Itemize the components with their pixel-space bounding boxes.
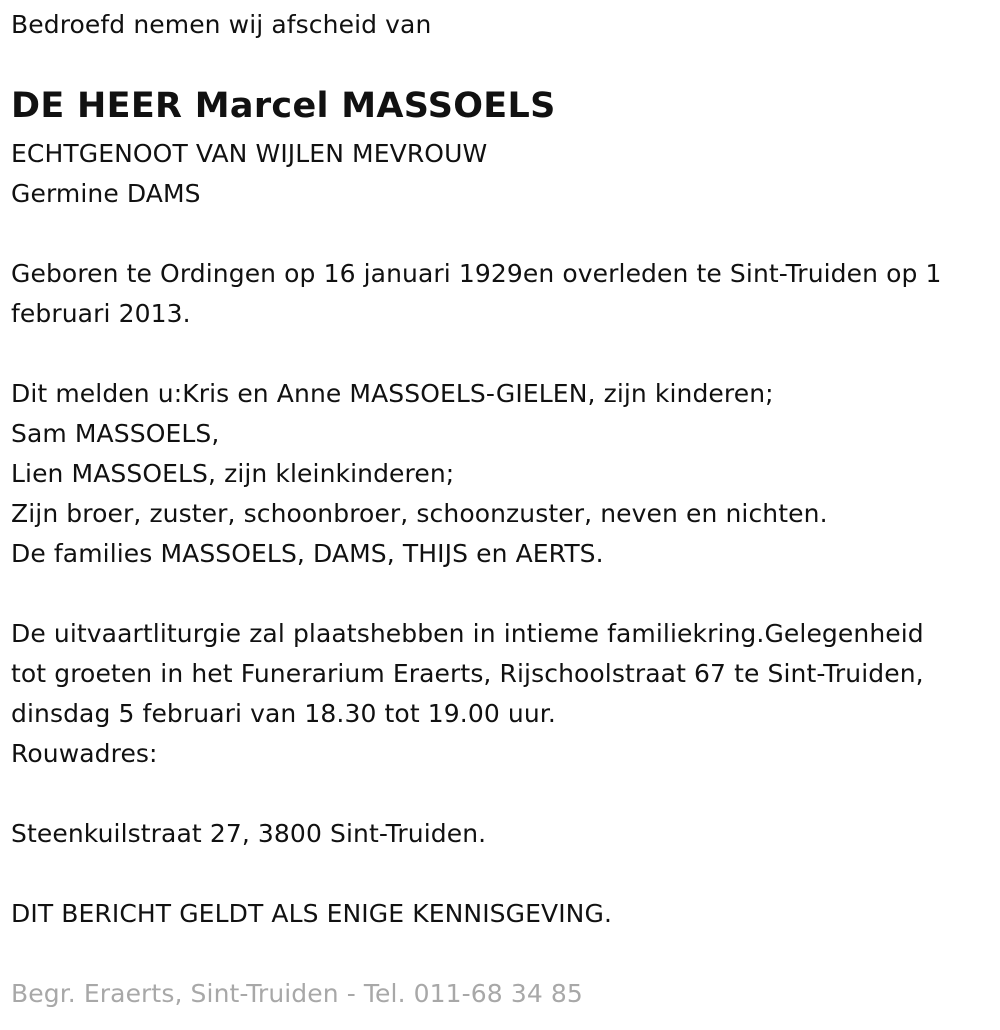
notice-text: DIT BERICHT GELDT ALS ENIGE KENNISGEVING. <box>11 899 612 928</box>
family-line: De families MASSOELS, DAMS, THIJS en AERTS. <box>11 539 604 568</box>
family-line: Lien MASSOELS, zijn kleinkinderen; <box>11 459 455 488</box>
ceremony-line: De uitvaartliturgie zal plaatshebben in intieme familiekring.Gelegenheid <box>11 619 924 648</box>
ceremony-line: dinsdag 5 februari van 18.30 tot 19.00 uur. <box>11 699 556 728</box>
funeral-home-footer: Begr. Eraerts, Sint-Truiden - Tel. 011-68 34 85 <box>11 979 583 1008</box>
ceremony-line: tot groeten in het Funerarium Eraerts, Rijschoolstraat 67 te Sint-Truiden, <box>11 659 924 688</box>
spouse-line: ECHTGENOOT VAN WIJLEN MEVROUW <box>11 139 488 168</box>
deceased-name: DE HEER Marcel MASSOELS <box>11 86 556 126</box>
birth-death-line: februari 2013. <box>11 299 191 328</box>
spouse-name: Germine DAMS <box>11 179 201 208</box>
family-line: Dit melden u:Kris en Anne MASSOELS-GIELEN, zijn kinderen; <box>11 379 774 408</box>
family-line: Sam MASSOELS, <box>11 419 220 448</box>
family-block <box>11 374 828 574</box>
mourning-address-label: Rouwadres: <box>11 739 158 768</box>
address-block <box>11 814 486 854</box>
notice-block <box>11 894 612 934</box>
ceremony-block <box>11 614 924 774</box>
birth-death-line: Geboren te Ordingen op 16 januari 1929en overleden te Sint-Truiden op 1 <box>11 259 942 288</box>
birth-death-block <box>11 254 942 334</box>
mourning-address: Steenkuilstraat 27, 3800 Sint-Truiden. <box>11 819 487 848</box>
intro-text: Bedroefd nemen wij afscheid van <box>11 10 432 39</box>
family-line: Zijn broer, zuster, schoonbroer, schoonzuster, neven en nichten. <box>11 499 828 528</box>
spouse-block <box>11 134 487 214</box>
